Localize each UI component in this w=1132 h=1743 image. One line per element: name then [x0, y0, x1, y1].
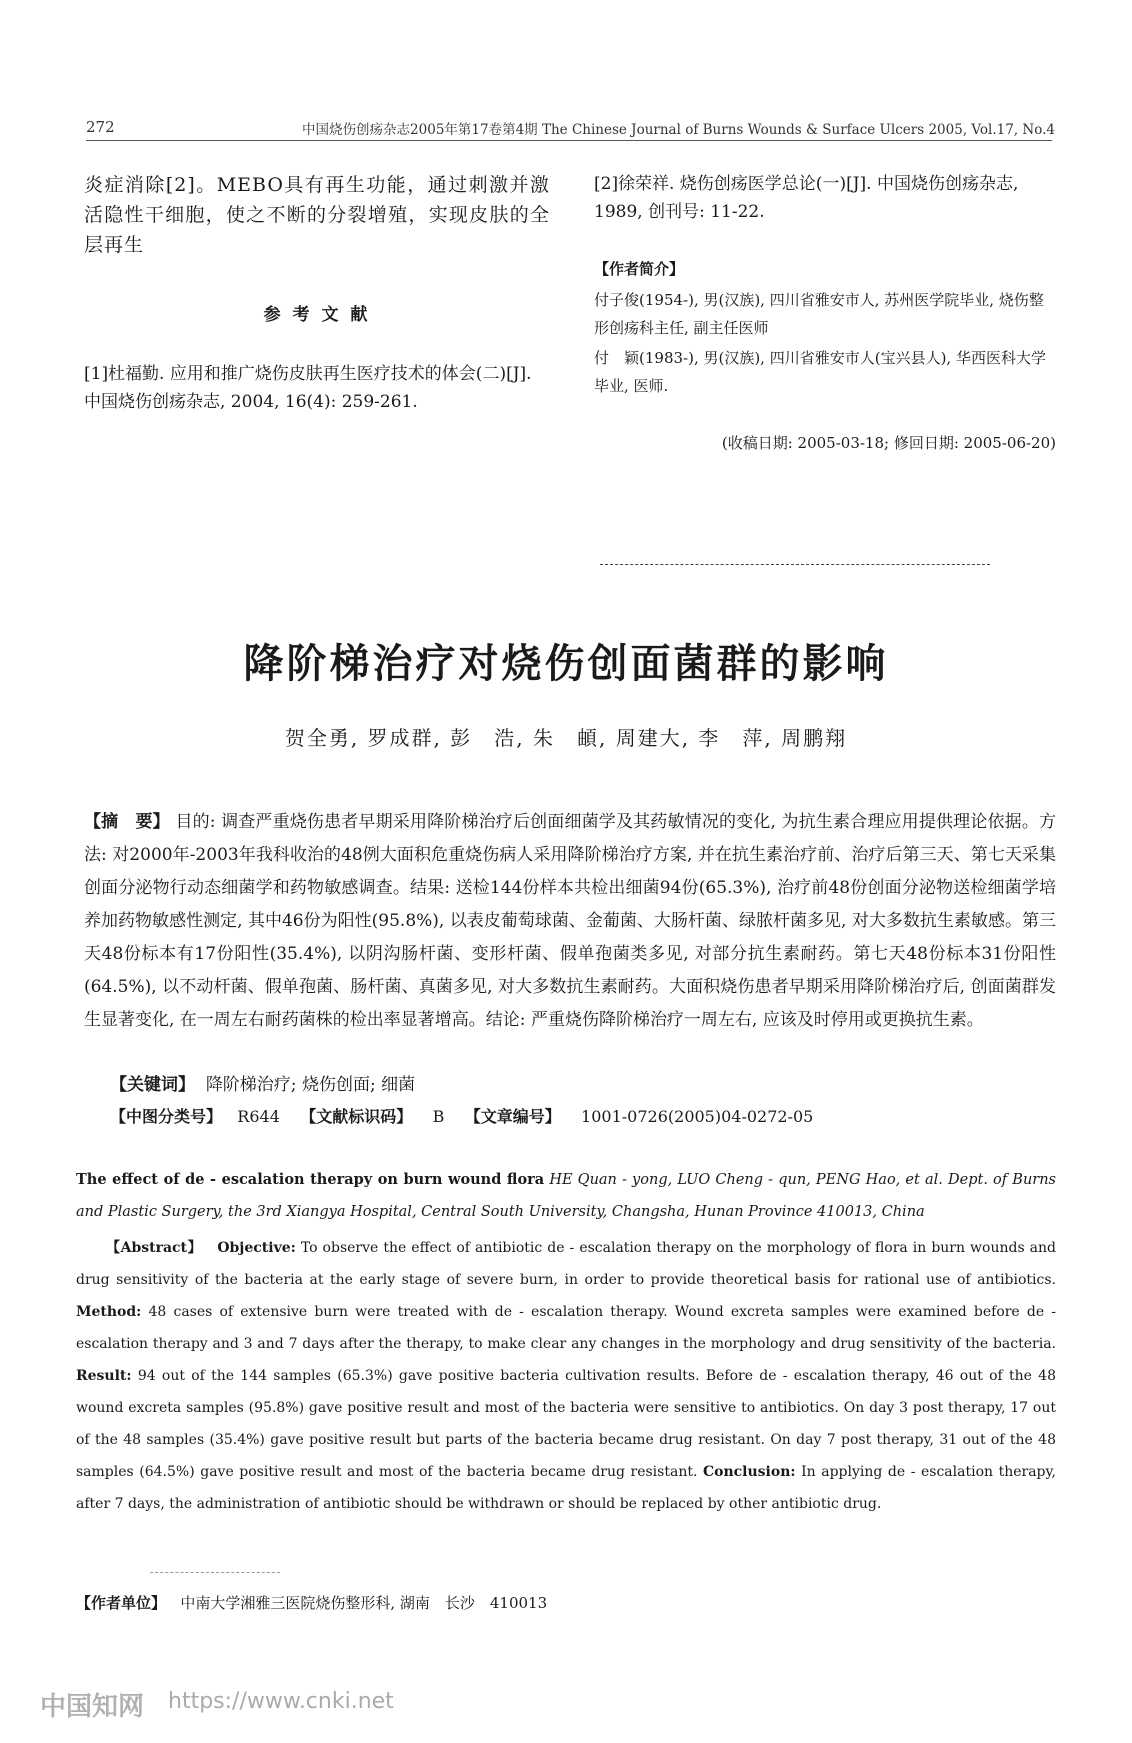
affiliation-text: 中南大学湘雅三医院烧伤整形科, 湖南 长沙 410013 — [180, 1594, 548, 1612]
article-divider — [600, 564, 990, 565]
header-rule — [86, 140, 1052, 141]
affiliation-label: 【作者单位】 — [76, 1594, 167, 1612]
footnote-rule — [150, 1572, 280, 1573]
english-abstract — [76, 1232, 1056, 1520]
author-intro-1: 付子俊(1954-), 男(汉族), 四川省雅安市人, 苏州医学院毕业, 烧伤整形创疡科主任, 副主任医师 — [594, 291, 1044, 337]
reference-text: 徐荣祥. 烧伤创疡医学总论(一)[J]. 中国烧伤创疡杂志, 1989, 创刊号: 11-22. — [594, 174, 1019, 222]
result-label: Result: — [76, 1368, 132, 1384]
keywords-row — [110, 1070, 415, 1095]
references-heading: 参 考 文 献 — [263, 305, 371, 325]
objective-label: Objective: — [217, 1240, 296, 1256]
clc-value: R644 — [237, 1107, 280, 1126]
doc-code-value: B — [432, 1107, 445, 1126]
page-number: 272 — [86, 118, 115, 136]
prev-article-body: 炎症消除[2]。MEBO具有再生功能，通过刺激并激活隐性干细胞，使之不断的分裂增殖，实现皮肤的全层再生 — [84, 174, 550, 256]
reference-item-2 — [594, 170, 1054, 226]
reference-number: [1] — [84, 364, 109, 384]
conclusion-label: Conclusion: — [702, 1464, 796, 1480]
article-authors: 贺全勇, 罗成群, 彭 浩, 朱 頔, 周建大, 李 萍, 周鹏翔 — [284, 726, 848, 750]
article-number-label: 【文章编号】 — [464, 1107, 561, 1126]
reference-number: [2] — [594, 174, 619, 194]
english-authors: HE Quan - yong, LUO Cheng - qun, PENG Hao, et al. Dept. of Burns and Plastic Surgery, the 3rd Xiangya Hospital, Central South University, Changsha, Hunan Province 410013, China — [76, 1172, 1056, 1220]
objective-text: To observe the effect of antibiotic de - escalation therapy on the morphology of flora in burn wounds and drug sensitivity of the bacteria at the early stage of severe burn, in order to provide theoretical basis for rational use of antibiotics. — [76, 1240, 1056, 1288]
reference-text: 杜福勤. 应用和推广烧伤皮肤再生医疗技术的体会(二)[J]. 中国烧伤创疡杂志, 2004, 16(4): 259-261. — [84, 364, 532, 412]
result-text: 94 out of the 144 samples (65.3%) gave positive bacteria cultivation results. Before de - escalation therapy, 46 out of the 48 wound excreta samples (95.8%) gave positive result and most of the bacteria were sensitive to antibiotics. On day 3 post therapy, 17 out of the 48 samples (35.4%) gave positive result but parts of the bacteria became drug resistant. On day 7 post therapy, 31 out of the 48 samples (64.5%) gave positive result and most of the bacteria became drug resistant. — [76, 1368, 1057, 1480]
abstract-cn — [84, 806, 1056, 1037]
abstract-text: 目的: 调查严重烧伤患者早期采用降阶梯治疗后创面细菌学及其药敏情况的变化, 为抗生素合理应用提供理论依据。方法: 对2000年-2003年我科收治的48例大面积危重烧伤病人采用降阶梯治疗方案, 并在抗生素治疗前、治疗后第三天、第七天采集创面分泌物行动态细菌学和药物敏感调查。结果: 送检144份样本共检出细菌94份(65.3%), 治疗前48份创面分泌物送检细菌学培养加药物敏感性测定, 其中46份为阳性(95.8%), 以表皮葡萄球菌、金葡菌、大肠杆菌、绿脓杆菌多见, 对大多数抗生素敏感。第三天48份标本有17份阳性(35.4%), 以阴沟肠杆菌、变形杆菌、假单孢菌类多见, 对部分抗生素耐药。第七天48份标本31份阳性(64.5%), 以不动杆菌、假单孢菌、肠杆菌、真菌多见, 对大多数抗生素耐药。大面积烧伤患者早期采用降阶梯治疗后, 创面菌群发生显著变化, 在一周左右耐药菌株的检出率显著增高。结论: 严重烧伤降阶梯治疗一周左右, 应该及时停用或更换抗生素。 — [84, 812, 1057, 1030]
method-label: Method: — [76, 1304, 142, 1320]
article-title: 降阶梯治疗对烧伤创面菌群的影响 — [243, 641, 889, 687]
method-text: 48 cases of extensive burn were treated with de - escalation therapy. Wound excreta samples were examined before de - escalation therapy and 3 and 7 days after the therapy, to make clear any changes in the morphology and drug sensitivity of the bacteria. — [76, 1304, 1056, 1352]
clc-label: 【中图分类号】 — [110, 1107, 223, 1126]
cnki-logo: 中国知网 — [40, 1692, 145, 1722]
author-intro-label: 【作者简介】 — [594, 260, 685, 278]
doc-code-label: 【文献标识码】 — [300, 1107, 413, 1126]
conclusion-text: In applying de - escalation therapy, after 7 days, the administration of antibiotic should be withdrawn or should be replaced by other antibiotic drug. — [76, 1464, 1057, 1512]
received-date: (收稿日期: 2005-03-18; 修回日期: 2005-06-20) — [721, 434, 1056, 452]
footnote — [76, 1592, 547, 1613]
running-title: 中国烧伤创疡杂志2005年第17卷第4期 The Chinese Journal of Burns Wounds & Surface Ulcers 2005, Vol.17, No.4 — [302, 122, 1055, 138]
article-number-value: 1001-0726(2005)04-0272-05 — [581, 1107, 814, 1126]
english-title-block — [76, 1164, 1056, 1228]
reference-item-1 — [84, 360, 550, 416]
english-title: The effect of de - escalation therapy on burn wound flora — [76, 1171, 545, 1188]
english-abstract-label: 【Abstract】 — [106, 1240, 203, 1256]
keywords-text: 降阶梯治疗; 烧伤创面; 细菌 — [205, 1075, 416, 1095]
author-intro-2: 付 颖(1983-), 男(汉族), 四川省雅安市人(宝兴县人), 华西医科大学毕业, 医师. — [594, 349, 1046, 395]
classification-row — [110, 1104, 813, 1127]
cnki-url: https://www.cnki.net — [168, 1689, 394, 1714]
keywords-label: 【关键词】 — [110, 1075, 195, 1095]
abstract-label: 【摘 要】 — [84, 812, 170, 832]
